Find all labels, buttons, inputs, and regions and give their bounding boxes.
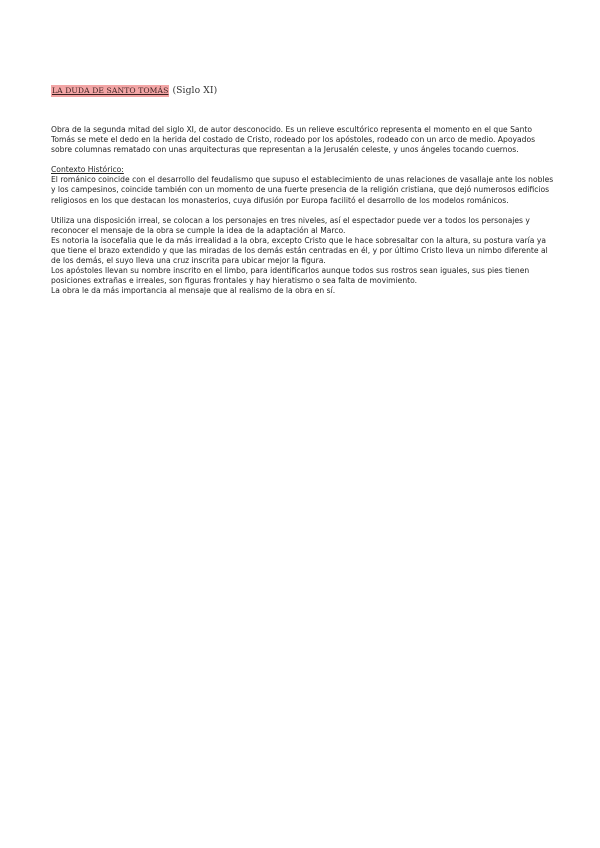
paragraph-gap [51, 206, 557, 216]
analysis-paragraph-2: Es notoria la isocefalia que le da más irrealidad a la obra, excepto Cristo que le hace sobresaltar con la altura, su postura varía ya que tiene el brazo extendido y que las miradas de los demás están centradas en él, y por último Cristo lleva un nimbo diferente al de los demás, el suyo lleva una cruz inscrita para ubicar mejor la figura. [51, 235, 548, 266]
intro-paragraph: Obra de la segunda mitad del siglo XI, de autor desconocido. Es un relieve escultórico representa el momento en el que Santo Tomás se mete el dedo en la herida del costado de Cristo, rodeado por los apóstoles, rodeado con un arco de medio. Apoyados sobre columnas rematado con unas arquitecturas que representan a la Jerusalén celeste, y unos ángeles tocando cuernos. [51, 125, 536, 155]
analysis-paragraph-4: La obra le da más importancia al mensaje que al realismo de la obra en sí. [51, 286, 336, 296]
context-paragraph: El románico coincide con el desarrollo del feudalismo que supuso el establecimiento de unas relaciones de vasallaje ante los nobles y los campesinos, coincide también con un momento de una fuerte presencia de la religión cristiana, que dejó numerosos edificios religiosos en los que destacan los monasterios, cuya difusión por Europa facilitó el desarrollo de los modelos románicos. [51, 175, 554, 205]
context-heading: Contexto Histórico: [51, 165, 124, 175]
title-century: (Siglo XI) [172, 85, 218, 96]
analysis-paragraph-1: Utiliza una disposición irreal, se colocan a los personajes en tres niveles, así el espectador puede ver a todos los personajes y reconocer el mensaje de la obra se cumple la idea de la adaptación al Marco. [51, 215, 530, 235]
document-body [51, 125, 557, 296]
paragraph-gap [51, 155, 557, 165]
title-highlighted: LA DUDA DE SANTO TOMÁS [52, 86, 169, 95]
analysis-paragraph-3: Los apóstoles llevan su nombre inscrito en el limbo, para identificarlos aunque todos sus rostros sean iguales, sus pies tienen posiciones extrañas e irreales, son figuras frontales y hay hieratismo o sea falta de movimiento. [51, 266, 530, 286]
document-title [51, 85, 217, 96]
